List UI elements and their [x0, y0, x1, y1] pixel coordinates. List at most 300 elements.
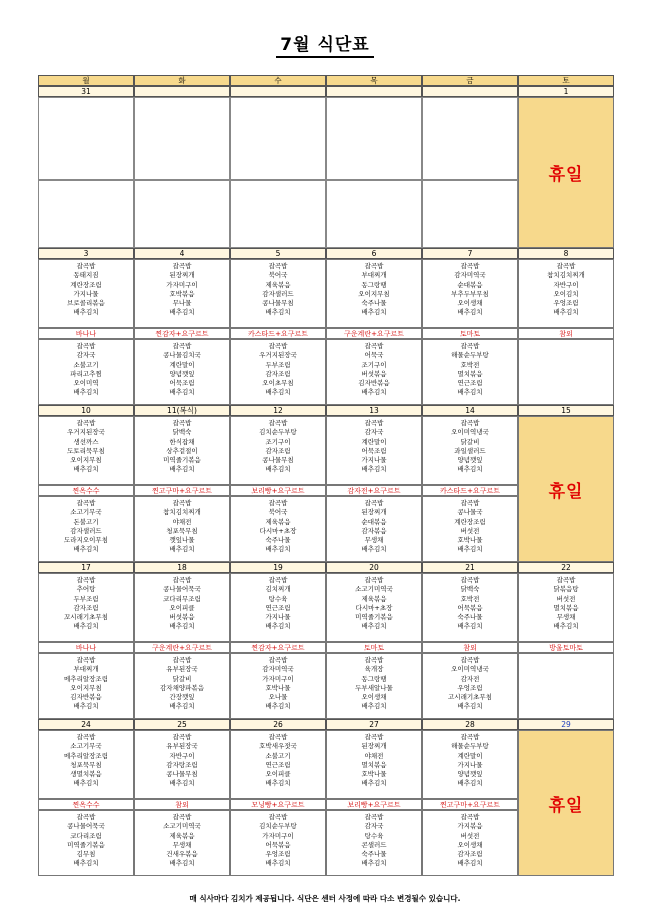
lunch-menu-cell: [38, 730, 134, 799]
menu-item: 배추김치: [265, 465, 291, 474]
menu-item: 소고기무국: [70, 742, 102, 751]
snack-cell: 보리빵+요구르트: [326, 799, 422, 810]
menu-item: 메추리알장조림: [64, 751, 108, 760]
snack-cell: 보리빵+요구르트: [230, 485, 326, 496]
dinner-menu-cell: [38, 653, 134, 719]
menu-item: 배추김치: [169, 545, 195, 554]
date-cell: 4: [134, 248, 230, 259]
menu-item: 버섯볶음: [169, 613, 195, 622]
lunch-menu-cell: [326, 416, 422, 485]
menu-item: 가자미구이: [262, 674, 294, 683]
menu-item: 오이생채: [457, 840, 483, 849]
menu-item: 닭백숙: [460, 585, 480, 594]
dinner-menu-cell: [326, 339, 422, 405]
menu-item: 코다리무조림: [163, 594, 201, 603]
menu-item: 버섯전: [460, 831, 480, 840]
date-cell: [422, 86, 518, 97]
date-cell: 26: [230, 719, 326, 730]
dinner-menu-cell: [422, 653, 518, 719]
menu-item: 배추김치: [73, 465, 99, 474]
date-cell: [134, 86, 230, 97]
menu-item: 멸치볶음: [361, 760, 387, 769]
menu-item: 버섯볶음: [361, 369, 387, 378]
menu-item: 배추김치: [457, 622, 483, 631]
menu-item: 감자조림: [73, 603, 99, 612]
snack-cell: 찐감자+요구르트: [230, 642, 326, 653]
lunch-menu-cell: [230, 416, 326, 485]
empty-cell: [230, 180, 326, 248]
menu-item: 잡곡밥: [268, 656, 288, 664]
menu-item: 호박나물: [265, 683, 291, 692]
menu-item: 배추김치: [361, 702, 387, 711]
menu-item: 숙주나물: [457, 613, 483, 622]
menu-item: 감자국: [76, 351, 96, 360]
menu-item: 깻잎나물: [169, 536, 195, 545]
lunch-menu-cell: [38, 573, 134, 642]
menu-item: 잡곡밥: [172, 419, 192, 427]
menu-item: 우엉조림: [265, 850, 291, 859]
lunch-menu-cell: [326, 573, 422, 642]
menu-item: 우엉조림: [457, 683, 483, 692]
menu-item: 자반구이: [553, 280, 579, 289]
menu-item: 유부된장국: [166, 742, 198, 751]
menu-item: 제육볶음: [265, 280, 291, 289]
menu-item: 감자조림: [265, 369, 291, 378]
menu-item: 야채전: [364, 751, 384, 760]
menu-item: 생멸치볶음: [70, 770, 102, 779]
menu-item: 콩나물어묵국: [163, 585, 201, 594]
menu-item: 돈불고기: [73, 517, 99, 526]
menu-item: 과일샐러드: [454, 446, 486, 455]
menu-item: 육개장: [364, 665, 384, 674]
menu-item: 오이초무침: [262, 379, 294, 388]
menu-item: 감자샐러드: [70, 526, 102, 535]
menu-item: 감자볶음: [361, 526, 387, 535]
menu-item: 양념깻잎: [457, 770, 483, 779]
menu-item: 조기구이: [361, 360, 387, 369]
menu-item: 잡곡밥: [364, 499, 384, 507]
menu-item: 배추김치: [73, 779, 99, 788]
page-title: [0, 30, 650, 55]
dinner-menu-cell: [326, 653, 422, 719]
menu-item: 잡곡밥: [460, 499, 480, 507]
menu-item: 잡곡밥: [268, 419, 288, 427]
menu-item: 가자미구이: [262, 831, 294, 840]
menu-item: 가지나물: [265, 613, 291, 622]
menu-item: 잡곡밥: [364, 342, 384, 350]
menu-item: 소불고기: [265, 751, 291, 760]
menu-item: 우거지된장국: [259, 351, 297, 360]
date-cell: 5: [230, 248, 326, 259]
menu-item: 가지볶음: [457, 822, 483, 831]
menu-item: 배추김치: [265, 622, 291, 631]
day-header: 목: [326, 75, 422, 86]
menu-item: 미역줄기볶음: [355, 613, 393, 622]
menu-item: 감자국: [364, 822, 384, 831]
menu-item: 가지나물: [73, 289, 99, 298]
menu-item: 우엉조림: [553, 299, 579, 308]
menu-item: 멸치볶음: [457, 369, 483, 378]
menu-item: 어묵조림: [361, 446, 387, 455]
menu-item: 감자미역국: [262, 665, 294, 674]
menu-item: 유부된장국: [166, 665, 198, 674]
menu-item: 배추김치: [169, 308, 195, 317]
menu-item: 배추김치: [265, 308, 291, 317]
menu-item: 배추김치: [457, 702, 483, 711]
menu-item: 배추김치: [73, 308, 99, 317]
menu-item: 배추김치: [73, 545, 99, 554]
menu-item: 상추겉절이: [166, 446, 198, 455]
empty-cell: [134, 97, 230, 180]
menu-item: 오이김치: [553, 289, 579, 298]
menu-item: 미역줄기볶음: [163, 456, 201, 465]
menu-item: 청포묵무침: [166, 526, 198, 535]
date-cell: 13: [326, 405, 422, 416]
menu-item: 잡곡밥: [76, 419, 96, 427]
empty-cell: [422, 97, 518, 180]
date-cell: 19: [230, 562, 326, 573]
snack-cell: 참외: [422, 642, 518, 653]
menu-item: 고시래기초무침: [448, 693, 492, 702]
menu-item: 부대찌개: [73, 665, 99, 674]
menu-item: 계란말이: [457, 751, 483, 760]
snack-cell: 카스타드+요구르트: [422, 485, 518, 496]
menu-item: 감자전: [460, 674, 480, 683]
menu-item: 닭백숙: [172, 428, 192, 437]
menu-item: 연근조림: [265, 603, 291, 612]
lunch-menu-cell: [134, 259, 230, 328]
menu-item: 탕수육: [364, 831, 384, 840]
menu-item: 배추김치: [361, 308, 387, 317]
lunch-menu-cell: [326, 730, 422, 799]
menu-item: 감자조림: [265, 446, 291, 455]
lunch-menu-cell: [230, 730, 326, 799]
menu-item: 꼬시래기초무침: [64, 613, 108, 622]
menu-item: 잡곡밥: [364, 262, 384, 270]
lunch-menu-cell: [38, 416, 134, 485]
empty-cell: [38, 180, 134, 248]
date-cell: 22: [518, 562, 614, 573]
menu-item: 배추김치: [73, 388, 99, 397]
menu-item: 계란장조림: [454, 517, 486, 526]
menu-item: 코다리조림: [70, 831, 102, 840]
date-cell: 3: [38, 248, 134, 259]
menu-item: 참치김치찌개: [163, 508, 201, 517]
menu-item: 동그랑땡: [361, 280, 387, 289]
menu-item: 김자반볶음: [358, 379, 390, 388]
dinner-menu-cell: [230, 496, 326, 562]
menu-item: 콘샐러드: [361, 840, 387, 849]
menu-item: 배추김치: [169, 622, 195, 631]
menu-item: 오이미역: [73, 379, 99, 388]
menu-item: 버섯전: [556, 594, 576, 603]
menu-item: 배추김치: [361, 859, 387, 868]
menu-item: 가자미구이: [166, 280, 198, 289]
snack-cell: 찐옥수수: [38, 799, 134, 810]
menu-item: 콩나물어묵국: [67, 822, 105, 831]
menu-item: 다시마+초장: [355, 603, 393, 612]
menu-item: 야채전: [172, 517, 192, 526]
day-header: 금: [422, 75, 518, 86]
menu-item: 잡곡밥: [76, 342, 96, 350]
menu-item: 잡곡밥: [364, 419, 384, 427]
menu-item: 북어국: [268, 271, 288, 280]
holiday-label: 휴일: [548, 795, 584, 816]
dinner-menu-cell: [134, 810, 230, 876]
snack-cell: 토마토: [326, 642, 422, 653]
menu-item: 오이피클: [265, 770, 291, 779]
menu-item: 감자채양파볶음: [160, 683, 204, 692]
menu-item: 된장찌개: [169, 271, 195, 280]
menu-item: 콩나물김치국: [163, 351, 201, 360]
menu-item: 배추김치: [553, 622, 579, 631]
menu-item: 잡곡밥: [172, 656, 192, 664]
menu-item: 잡곡밥: [268, 499, 288, 507]
menu-item: 숙주나물: [265, 536, 291, 545]
empty-cell: [38, 97, 134, 180]
menu-item: 호박전: [460, 360, 480, 369]
menu-item: 건새우볶음: [166, 850, 198, 859]
date-cell: 31: [38, 86, 134, 97]
menu-item: 잡곡밥: [556, 576, 576, 584]
date-cell: 28: [422, 719, 518, 730]
menu-item: 계란장조림: [70, 280, 102, 289]
menu-item: 김자반볶음: [70, 693, 102, 702]
date-cell: 1: [518, 86, 614, 97]
menu-item: 된장찌개: [361, 742, 387, 751]
date-cell: 27: [326, 719, 422, 730]
menu-item: 무나물: [172, 299, 192, 308]
lunch-menu-cell: [422, 416, 518, 485]
menu-item: 호박새우젓국: [259, 742, 297, 751]
empty-cell: [326, 97, 422, 180]
menu-item: 잡곡밥: [268, 262, 288, 270]
dinner-menu-cell: [38, 496, 134, 562]
menu-item: 북어국: [268, 508, 288, 517]
dinner-menu-cell: [422, 810, 518, 876]
snack-cell: 찐고구마+요구르트: [134, 485, 230, 496]
menu-item: 잡곡밥: [76, 656, 96, 664]
menu-item: 연근조림: [265, 760, 291, 769]
menu-item: 소불고기: [73, 360, 99, 369]
menu-item: 다시마+초장: [259, 526, 297, 535]
lunch-menu-cell: [422, 573, 518, 642]
menu-item: 순대볶음: [457, 280, 483, 289]
menu-item: 소고기미역국: [355, 585, 393, 594]
dinner-menu-cell: [326, 496, 422, 562]
menu-item: 생선까스: [73, 437, 99, 446]
menu-item: 추어탕: [76, 585, 96, 594]
saturday-lunch-cell: [518, 259, 614, 328]
snack-cell: 찐감자+요구르트: [134, 328, 230, 339]
menu-item: 오나물: [268, 693, 288, 702]
menu-item: 잡곡밥: [268, 342, 288, 350]
menu-item: 잡곡밥: [556, 262, 576, 270]
dinner-menu-cell: [326, 810, 422, 876]
menu-item: 잡곡밥: [172, 813, 192, 821]
menu-item: 해물순두부탕: [451, 351, 489, 360]
dinner-menu-cell: [134, 653, 230, 719]
menu-item: 배추김치: [457, 779, 483, 788]
menu-item: 부추두부무침: [451, 289, 489, 298]
menu-item: 어묵조림: [169, 379, 195, 388]
menu-item: 감자미역국: [454, 271, 486, 280]
empty-cell: [422, 180, 518, 248]
menu-item: 무생채: [172, 840, 192, 849]
lunch-menu-cell: [326, 259, 422, 328]
menu-item: 멸치볶음: [553, 603, 579, 612]
date-cell: 10: [38, 405, 134, 416]
menu-item: 잡곡밥: [172, 342, 192, 350]
snack-cell: 바나나: [38, 642, 134, 653]
menu-item: 소고기무국: [70, 508, 102, 517]
holiday-label: 휴일: [548, 165, 584, 185]
menu-item: 잡곡밥: [460, 733, 480, 741]
date-cell: [230, 86, 326, 97]
saturday-dinner-cell: [518, 339, 614, 405]
menu-item: 버섯전: [460, 526, 480, 535]
menu-item: 배추김치: [361, 622, 387, 631]
menu-item: 탕수육: [268, 594, 288, 603]
menu-item: 닭갈비: [172, 674, 192, 683]
date-cell: 15: [518, 405, 614, 416]
snack-cell: 구운계란+요구르트: [326, 328, 422, 339]
menu-item: 숙주나물: [361, 299, 387, 308]
day-header: 화: [134, 75, 230, 86]
snack-cell: 찐옥수수: [38, 485, 134, 496]
menu-item: 콩나물국: [457, 508, 483, 517]
menu-item: 양념깻잎: [457, 456, 483, 465]
menu-item: 제육볶음: [361, 594, 387, 603]
menu-item: 배추김치: [169, 388, 195, 397]
menu-item: 오이생채: [457, 299, 483, 308]
menu-item: 부대찌개: [361, 271, 387, 280]
menu-item: 오이미역냉국: [451, 665, 489, 674]
menu-item: 미역줄기볶음: [67, 840, 105, 849]
dinner-menu-cell: [422, 496, 518, 562]
menu-item: 동그랑땡: [361, 674, 387, 683]
menu-item: 배추김치: [265, 779, 291, 788]
menu-item: 숙주나물: [361, 850, 387, 859]
date-cell: 6: [326, 248, 422, 259]
menu-item: 배추김치: [265, 702, 291, 711]
menu-item: 간장깻잎: [169, 693, 195, 702]
menu-item: 배추김치: [169, 859, 195, 868]
menu-item: 오이지무침: [358, 289, 390, 298]
menu-item: 배추김치: [265, 859, 291, 868]
menu-item: 닭볶음탕: [553, 585, 579, 594]
menu-item: 계란말이: [169, 360, 195, 369]
snack-cell: 모닝빵+요구르트: [230, 799, 326, 810]
menu-item: 배추김치: [457, 859, 483, 868]
menu-item: 잡곡밥: [172, 499, 192, 507]
menu-item: 참치김치찌개: [547, 271, 585, 280]
lunch-menu-cell: [38, 259, 134, 328]
dinner-menu-cell: [134, 339, 230, 405]
menu-item: 콩나물무침: [166, 770, 198, 779]
menu-item: 잡곡밥: [460, 656, 480, 664]
menu-item: 소고기미역국: [163, 822, 201, 831]
menu-item: 청포묵무침: [70, 760, 102, 769]
menu-item: 잡곡밥: [364, 813, 384, 821]
menu-item: 잡곡밥: [460, 813, 480, 821]
menu-item: 김무침: [76, 850, 96, 859]
menu-item: 우거지된장국: [67, 428, 105, 437]
menu-item: 잡곡밥: [460, 342, 480, 350]
date-cell: 7: [422, 248, 518, 259]
menu-item: 배추김치: [169, 779, 195, 788]
menu-item: 배추김치: [73, 859, 99, 868]
date-cell: 20: [326, 562, 422, 573]
menu-item: 잡곡밥: [364, 733, 384, 741]
menu-item: 도토리묵무침: [67, 446, 105, 455]
menu-item: 배추김치: [457, 545, 483, 554]
menu-item: 잡곡밥: [268, 576, 288, 584]
menu-item: 파리고추찜: [70, 369, 102, 378]
menu-item: 배추김치: [361, 388, 387, 397]
dinner-menu-cell: [230, 810, 326, 876]
menu-item: 호박나물: [361, 770, 387, 779]
menu-item: 배추김치: [361, 545, 387, 554]
menu-item: 배추김치: [457, 465, 483, 474]
date-cell: 17: [38, 562, 134, 573]
menu-item: 양념깻잎: [169, 369, 195, 378]
menu-item: 계란말이: [361, 437, 387, 446]
menu-item: 오이지무침: [70, 456, 102, 465]
menu-item: 제육볶음: [265, 517, 291, 526]
menu-item: 무생채: [364, 536, 384, 545]
menu-item: 호박전: [460, 594, 480, 603]
menu-item: 배추김치: [553, 308, 579, 317]
footer-note: 매 식사마다 김치가 제공됩니다. 식단은 센터 사정에 따라 다소 변경될수 있습니다.: [189, 894, 461, 903]
menu-item: 배추김치: [265, 388, 291, 397]
menu-item: 김치순두부탕: [259, 428, 297, 437]
menu-item: 한식잡채: [169, 437, 195, 446]
dinner-menu-cell: [230, 653, 326, 719]
menu-item: 김치찌개: [265, 585, 291, 594]
menu-item: 메추리알장조림: [64, 674, 108, 683]
menu-item: 자반구이: [169, 751, 195, 760]
menu-item: 잡곡밥: [172, 733, 192, 741]
menu-item: 두부새알나물: [355, 683, 393, 692]
menu-item: 잡곡밥: [76, 813, 96, 821]
menu-item: 잡곡밥: [364, 656, 384, 664]
menu-item: 오이미역냉국: [451, 428, 489, 437]
menu-item: 된장찌개: [361, 508, 387, 517]
snack-cell: 방울토마토: [518, 642, 614, 653]
menu-item: 순대볶음: [361, 517, 387, 526]
day-header: 월: [38, 75, 134, 86]
date-cell: 24: [38, 719, 134, 730]
menu-item: 배추김치: [457, 388, 483, 397]
snack-cell: 참외: [134, 799, 230, 810]
menu-item: 잡곡밥: [76, 499, 96, 507]
menu-item: 콩나물무침: [262, 299, 294, 308]
saturday-lunch-cell: [518, 573, 614, 642]
date-cell: [326, 86, 422, 97]
menu-item: 배추김치: [73, 622, 99, 631]
menu-item: 잡곡밥: [172, 262, 192, 270]
menu-item: 잡곡밥: [76, 733, 96, 741]
menu-item: 김치순두부탕: [259, 822, 297, 831]
menu-item: 가지나물: [457, 760, 483, 769]
lunch-menu-cell: [422, 259, 518, 328]
menu-item: 동태지짐: [73, 271, 99, 280]
dinner-menu-cell: [230, 339, 326, 405]
menu-item: 감자국: [364, 428, 384, 437]
date-cell: 21: [422, 562, 518, 573]
menu-item: 도라지오이무침: [64, 536, 108, 545]
